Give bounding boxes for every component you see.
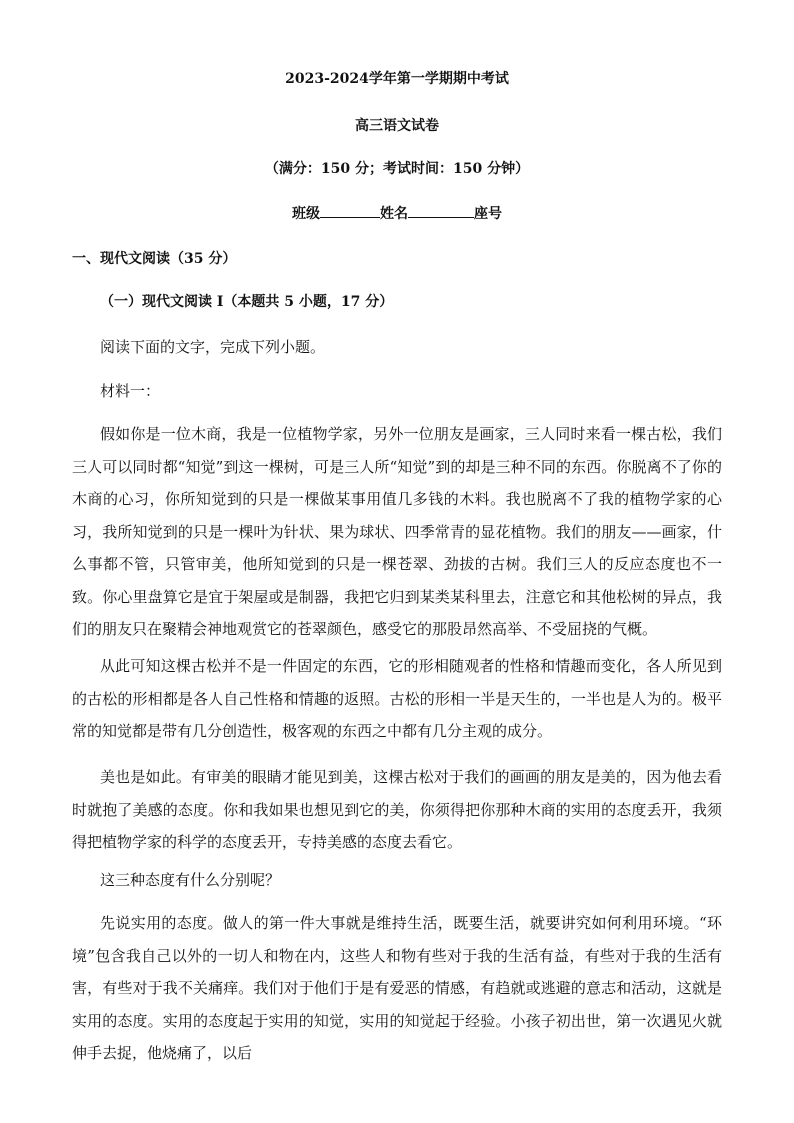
section-heading: 一、现代文阅读（35 分） [72,251,237,267]
paragraph-4: 这三种态度有什么分别呢？ [100,871,281,889]
instruction: 阅读下面的文字，完成下列小题。 [100,338,326,356]
paragraph-3: 美也是如此。有审美的眼睛才能见到美，这棵古松对于我们的画画的朋友是美的，因为他去看时就抱了美感的态度。你和我如果也想见到它的美，你须得把你那种木商的实用的态度丢开，我须得把植物学家的科学的态度丢开，专持美感的态度去看它。 [72,768,722,851]
paragraph-1: 假如你是一位木商，我是一位植物学家，另外一位朋友是画家，三人同时来看一棵古松，我们三人可以同时都“知觉”到这一棵树，可是三人所“知觉”到的却是三种不同的东西。你脱离不了你的木商的心习，你所知觉到的只是一棵做某事用值几多钱的木料。我也脱离不了我的植物学家的心习，我所知觉到的只是一棵叶为针状、果为球状、四季常青的显花植物。我们的朋友——画家，什么事都不管，只管审美，他所知觉到的只是一棵苍翠、劲拔的古树。我们三人的反应态度也不一致。你心里盘算它是宜于架屋或是制器，我把它归到某类某科里去，注意它和其他松树的异点，我们的朋友只在聚精会神地观赏它的苍翠颜色，感受它的那股昂然高举、不受屈挠的气概。 [72,425,722,638]
sub-heading: （一）现代文阅读 I（本题共 5 小题，17 分） [100,294,394,310]
paragraph-5: 先说实用的态度。做人的第一件大事就是维持生活，既要生活，就要讲究如何利用环境。“环境”包含我自己以外的一切人和物在内，这些人和物有些对于我的生活有益，有些对于我的生活有害，有些对于我不关痛痒。我们对于他们于是有爱恶的情感，有趋就或逃避的意志和活动，这就是实用的态度。实用的态度起于实用的知觉，实用的知觉起于经验。小孩子初出世，第一次遇见火就伸手去捉，他烧痛了，以后 [72,914,722,1062]
material-label: 材料一： [100,382,161,400]
student-info-line [0,203,794,223]
seat-label: 座号 [474,206,502,222]
exam-subtitle: 高三语文试卷 [355,118,439,134]
paragraph-2: 从此可知这棵古松并不是一件固定的东西，它的形相随观者的性格和情趣而变化，各人所见到的古松的形相都是各人自己性格和情趣的返照。古松的形相一半是天生的，一半也是人为的。极平常的知觉都是带有几分创造性，极客观的东西之中都有几分主观的成分。 [72,657,722,740]
name-blank [408,203,474,218]
exam-title: 2023-2024学年第一学期期中考试 [285,71,509,87]
exam-info: （满分：150 分；考试时间：150 分钟） [264,161,530,177]
name-label: 姓名 [380,206,408,222]
class-label: 班级 [292,206,320,222]
class-blank [320,203,380,218]
